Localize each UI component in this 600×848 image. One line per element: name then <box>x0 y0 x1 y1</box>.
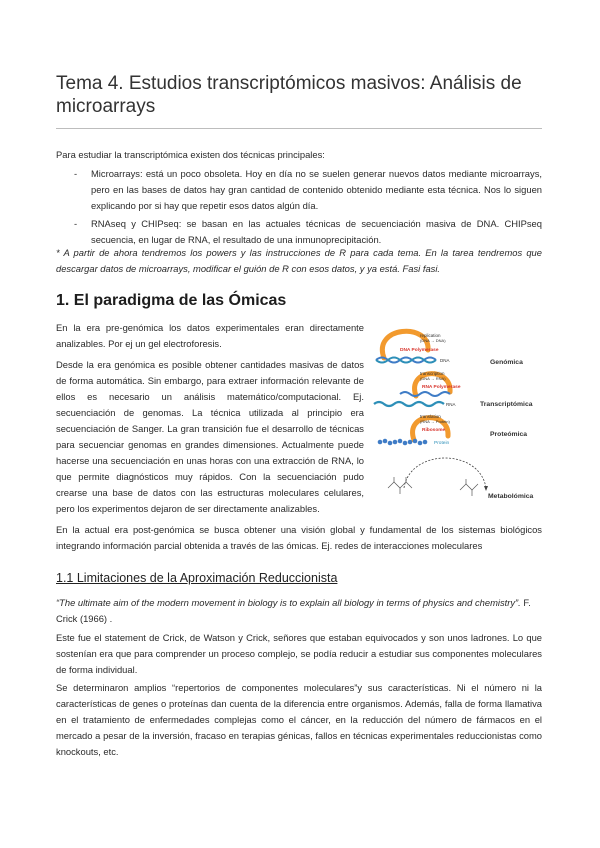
metabolic-arc <box>404 458 486 488</box>
protein-bead <box>393 440 398 445</box>
paragraph-components: Se determinaron amplios “repertorios de componentes moleculares”y sus características. Ni el número ni la características de genes o proteínas dan cuenta de la diferencia entre organismos. Además, falla de forma llamativa en el tratamiento de enfermedades complejas como el cáncer, en la reducción del número de fármacos en el mercado a pesar de la inversión, fracaso en terapias génicas, fallos en técnicas experimentales reduccionistas como knockouts, etc. <box>56 682 542 757</box>
crick-quote <box>56 595 542 627</box>
paragraph-post-genomic: En la actual era post-genómica se busca obtener una visión global y fundamental de los sistemas biológicos integrando información parcial obtenida a través de las ómicas. Ej. redes de interacciones moleculares <box>56 524 542 551</box>
omicas-text-column <box>56 320 364 522</box>
replication-label: replication <box>420 333 441 338</box>
quote-attribution: F. Crick (1966) . <box>56 597 531 624</box>
protein-bead <box>383 439 388 444</box>
intro-paragraph: Para estudiar la transcriptómica existen dos técnicas principales: <box>56 149 325 160</box>
protein-bead <box>388 441 393 446</box>
list-item <box>56 216 542 248</box>
dna-label: DNA <box>440 358 450 363</box>
paragraph-pre-genomic: En la era pre-genómica los datos experimentales eran directamente analizables. Por ej un gel electroforesis. <box>56 322 364 349</box>
protein-bead <box>378 440 383 445</box>
protein-bead <box>403 441 408 446</box>
title-divider <box>56 128 542 129</box>
metabolomica-label: Metabolómica <box>488 493 534 500</box>
replication-sub-label: (DNA → DNA) <box>420 338 446 343</box>
list-item-text: RNAseq y CHIPseq: se basan en las actuales técnicas de secuenciación masiva de DNA. CHIPseq secuencia, en lugar de RNA, el resultado de una inmunoprecipitación. <box>91 218 542 245</box>
transcriptomica-label: Transcriptómica <box>480 401 533 408</box>
rna-strand <box>374 402 444 406</box>
protein-bead <box>418 441 423 446</box>
bullet-dash: - <box>74 218 78 229</box>
transcription-label: transcription <box>420 371 445 376</box>
omics-figure <box>370 320 542 510</box>
quote-text: “The ultimate aim of the modern movement in biology is to explain all biology in terms of physics and chemistry”. <box>56 597 521 608</box>
list-item <box>56 166 542 214</box>
arc-arrowhead <box>484 486 488 491</box>
document-title: Tema 4. Estudios transcriptómicos masivos: Análisis de microarrays <box>56 73 522 117</box>
proteomica-label: Proteómica <box>490 431 528 438</box>
dna-template-strand <box>400 392 450 396</box>
metabolite-left <box>388 477 412 494</box>
techniques-list <box>56 166 542 250</box>
protein-bead-chain <box>378 439 428 446</box>
protein-bead <box>398 439 403 444</box>
paragraph-genomic: Desde la era genómica es posible obtener cantidades masivas de datos de forma automática. Sin embargo, para extraer información relevante de ellos es necesario un análisis matemático/computacional. Ej. secuenciación de genomas. La técnica utilizada al principio era secuenciación de Sanger. La gran transición fue el desarrollo de técnicas para secuenciar genomas en grandes dimensiones. Actualmente puede hacerse una secuenciación en unas horas con una extracción de RNA, lo que permite diagnósticos muy rápidos. Con la secuenciación pudo crearse una base de datos con las estructuras moleculares celulares, pero los experimentos dejaron de ser directamente analizables. <box>56 359 364 514</box>
protein-bead <box>413 439 418 444</box>
bullet-dash: - <box>74 168 78 179</box>
metabolite-right <box>460 479 478 496</box>
protein-bead <box>423 440 428 445</box>
subsection-heading-reduccionista: 1.1 Limitaciones de la Aproximación Reduccionista <box>56 571 338 585</box>
dna-polymerase-label: DNA Polymerase <box>400 348 439 353</box>
section-heading-omicas: 1. El paradigma de las Ómicas <box>56 292 287 309</box>
paragraph-crick-statement: Este fue el statement de Crick, de Watson y Crick, señores que estaban equivocados y son unos ladrones. Lo que sostenían era que para comprender un proceso complejo, se podía reducir a estudiar sus componentes moleculares de forma individual. <box>56 632 542 675</box>
rna-label: RNA <box>446 402 456 407</box>
transcription-sub-label: (DNA → RNA) <box>420 376 446 381</box>
translation-label: translation <box>420 414 441 419</box>
protein-label: Protein <box>434 441 450 446</box>
genomica-label: Genómica <box>490 359 523 366</box>
translation-sub-label: (RNA → Protein) <box>420 419 450 424</box>
note-paragraph: * A partir de ahora tendremos los powers y las instrucciones de R para cada tema. En la tarea tendremos que descargar datos de microarrays, modificar el guión de R con esos datos, y ya está. Fasi fasi. <box>56 247 542 274</box>
protein-bead <box>408 440 413 445</box>
ribosome-label: Ribosome <box>422 428 446 433</box>
rna-polymerase-label: RNA Polymerase <box>422 385 461 390</box>
list-item-text: Microarrays: está un poco obsoleta. Hoy en día no se suelen generar nuevos datos mediante microarrays, pero en las bases de datos hay gran cantidad de contenido obtenido mediante esta técnica. Nos lo siguen explicando por si hay que repetir esos datos algún día. <box>91 168 542 211</box>
